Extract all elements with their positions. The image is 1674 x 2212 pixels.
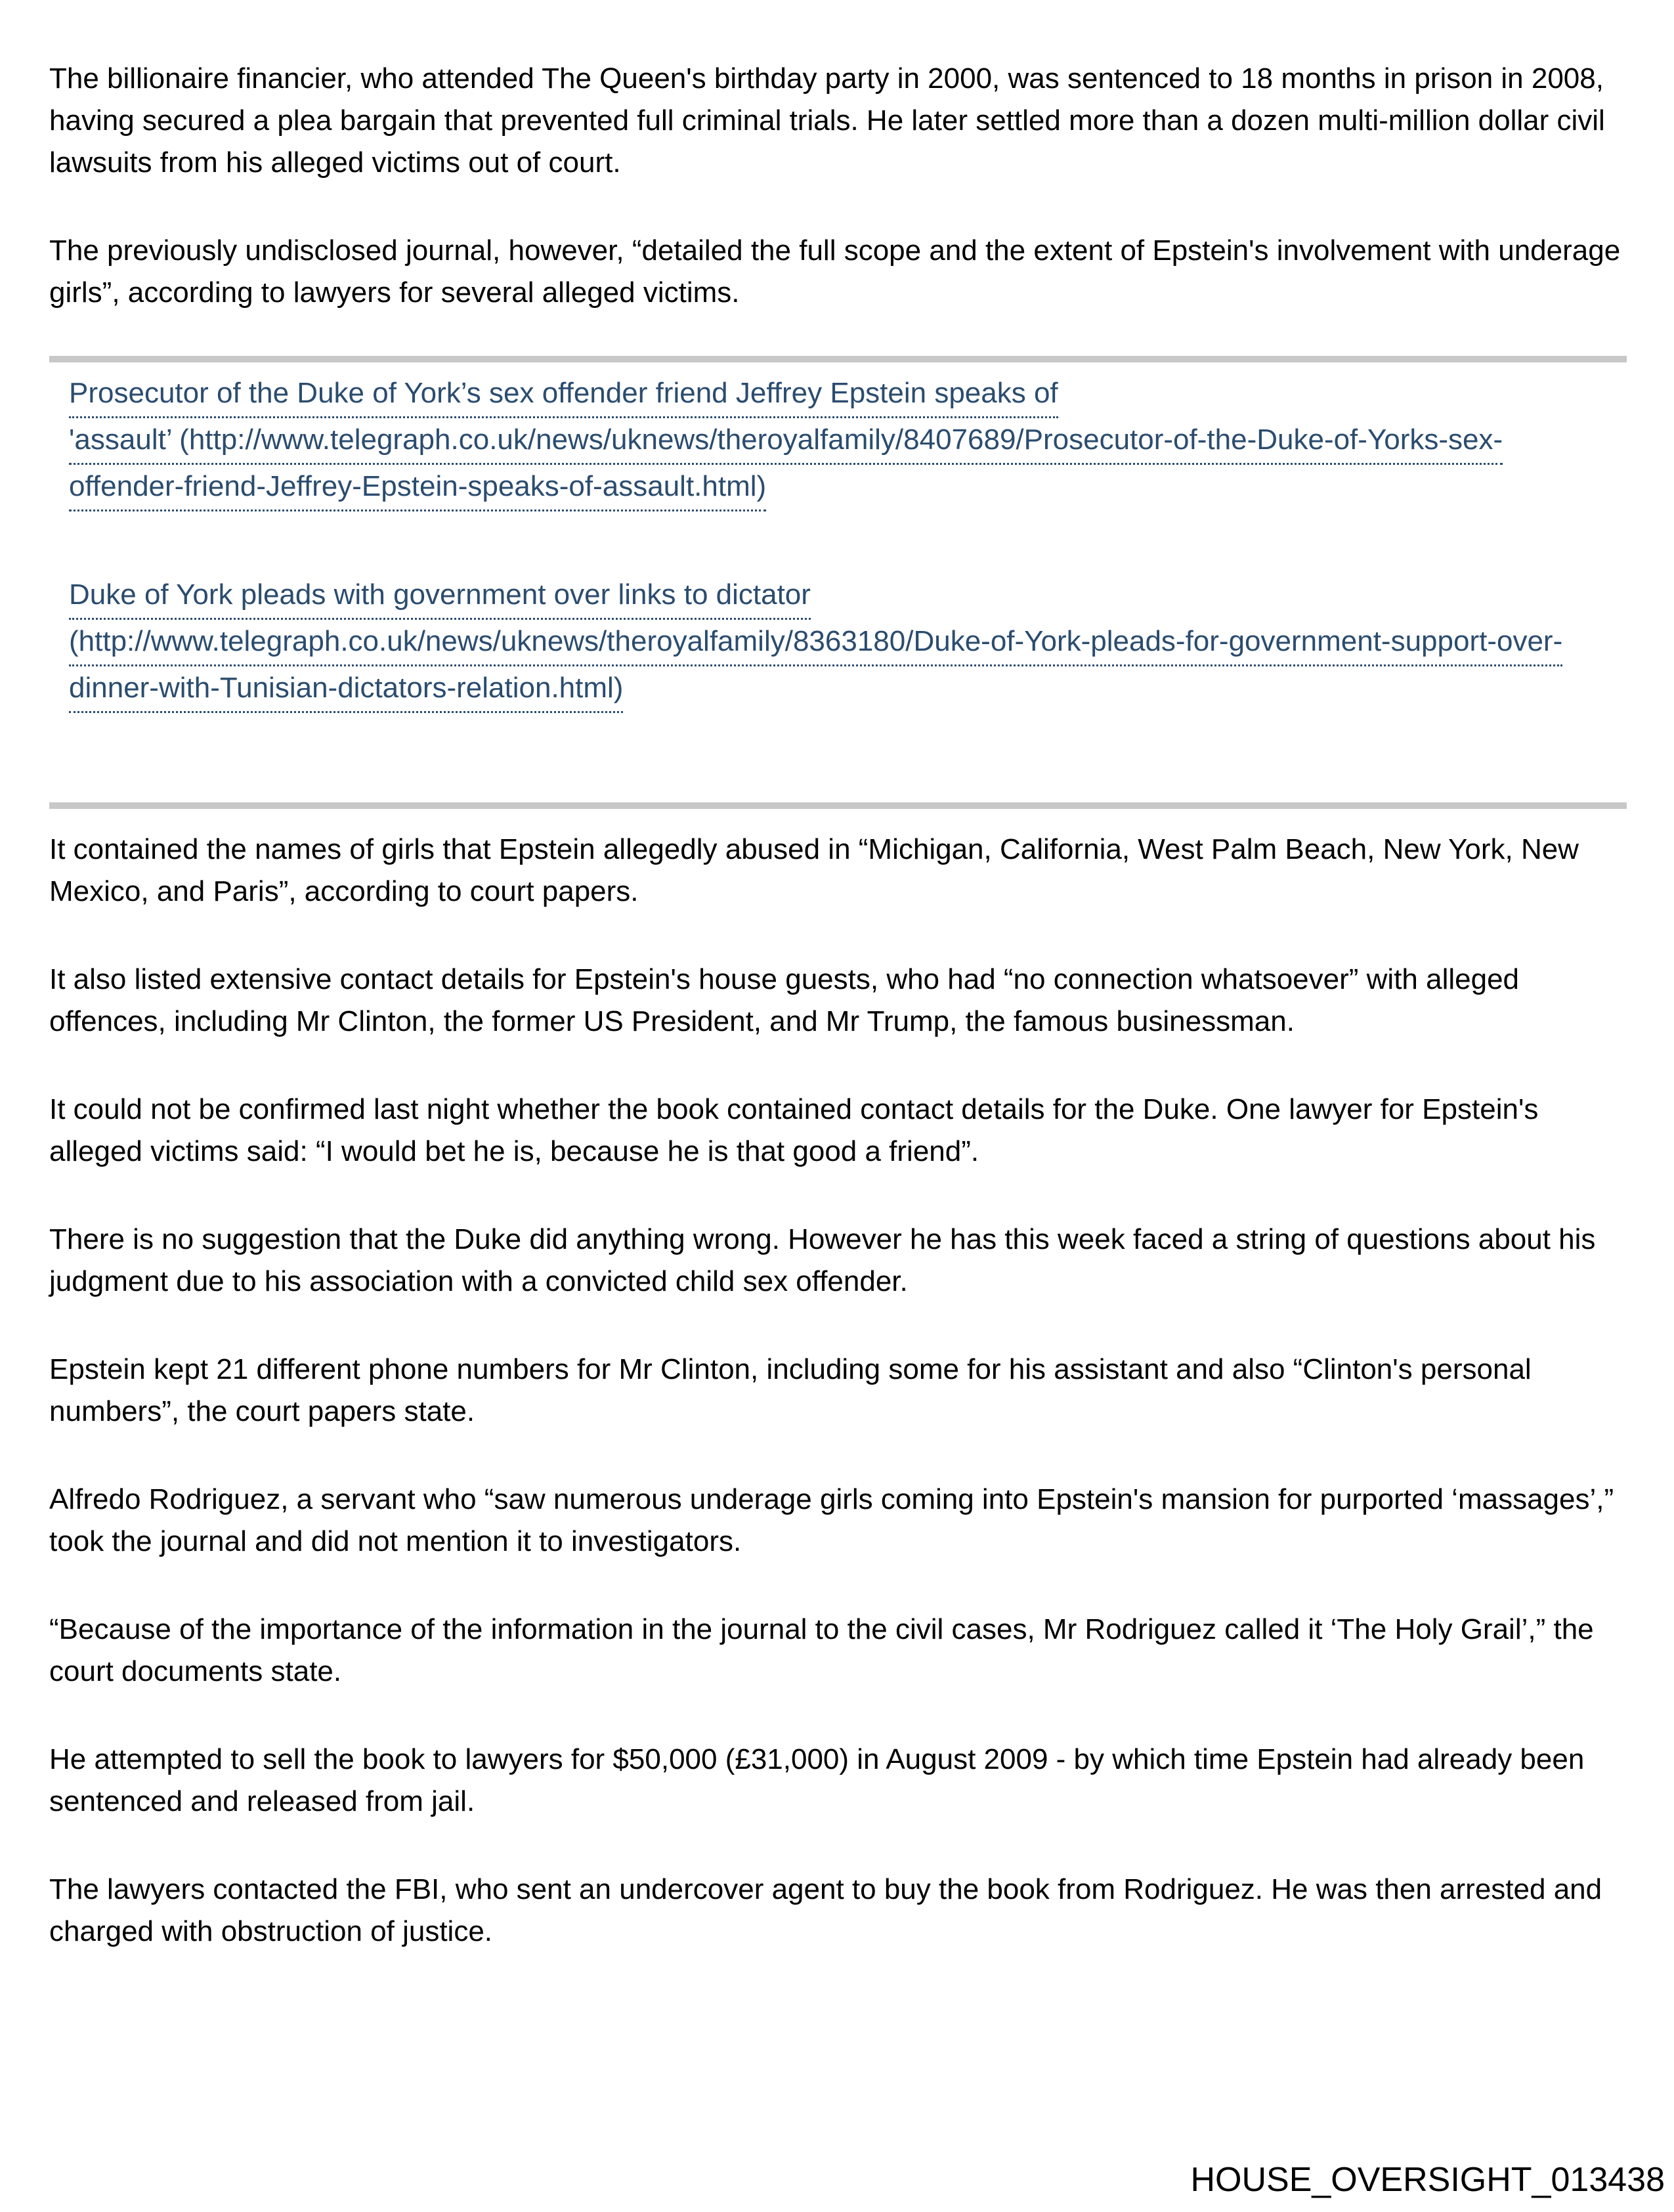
related-link-line[interactable]: Duke of York pleads with government over links to dictator: [69, 575, 811, 620]
article-paragraph: The lawyers contacted the FBI, who sent an undercover agent to buy the book from Rodriguez. He was then arrested and charged with obstruction of justice.: [49, 1873, 1602, 1947]
article-paragraph: Alfredo Rodriguez, a servant who “saw numerous underage girls coming into Epstein's mansion for purported ‘massages’,” took the journal and did not mention it to investigators.: [49, 1483, 1614, 1557]
article-paragraph: Epstein kept 21 different phone numbers for Mr Clinton, including some for his assistant and also “Clinton's personal numbers”, the court papers state.: [49, 1353, 1532, 1427]
article-paragraph: The previously undisclosed journal, however, “detailed the full scope and the extent of Epstein's involvement with underage girls”, according to lawyers for several alleged victims.: [49, 234, 1621, 309]
section-divider-bottom: [49, 802, 1627, 809]
article-body-top: [49, 58, 1627, 314]
related-link-line[interactable]: Prosecutor of the Duke of York’s sex offender friend Jeffrey Epstein speaks of: [69, 373, 1058, 418]
article-paragraph: “Because of the importance of the information in the journal to the civil cases, Mr Rodriguez called it ‘The Holy Grail’,” the court documents state.: [49, 1613, 1594, 1687]
article-paragraph: It could not be confirmed last night whether the book contained contact details for the Duke. One lawyer for Epstein's alleged victims said: “I would bet he is, because he is that good a friend”.: [49, 1093, 1539, 1167]
article-paragraph: It contained the names of girls that Epstein allegedly abused in “Michigan, California, West Palm Beach, New York, New Mexico, and Paris”, according to court papers.: [49, 833, 1579, 907]
related-links-block: [69, 373, 1627, 713]
article-paragraph: The billionaire financier, who attended The Queen's birthday party in 2000, was sentenced to 18 months in prison in 2008, having secured a plea bargain that prevented full criminal trials. He later settled more than a dozen multi-million dollar civil lawsuits from his alleged victims out of court.: [49, 62, 1605, 179]
related-link-line[interactable]: (http://www.telegraph.co.uk/news/uknews/theroyalfamily/8363180/Duke-of-York-pleads-for-government-support-over-: [69, 621, 1562, 666]
related-link-line[interactable]: offender-friend-Jeffrey-Epstein-speaks-of-assault.html): [69, 466, 766, 511]
article-paragraph: It also listed extensive contact details for Epstein's house guests, who had “no connection whatsoever” with alleged offences, including Mr Clinton, the former US President, and Mr Trump, the famous businessman.: [49, 963, 1520, 1037]
bates-number: HOUSE_OVERSIGHT_013438: [1190, 2161, 1665, 2199]
article-paragraph: There is no suggestion that the Duke did anything wrong. However he has this week faced a string of questions about his judgment due to his association with a convicted child sex offender.: [49, 1223, 1596, 1297]
related-link[interactable]: [69, 373, 1627, 511]
section-divider-top: [49, 356, 1627, 362]
related-link-line[interactable]: 'assault’ (http://www.telegraph.co.uk/news/uknews/theroyalfamily/8407689/Prosecutor-of-the-Duke-of-Yorks-sex-: [69, 420, 1503, 465]
related-link-line[interactable]: dinner-with-Tunisian-dictators-relation.html): [69, 668, 623, 713]
article-body-bottom: [49, 829, 1627, 1953]
related-link[interactable]: [69, 575, 1627, 713]
article-paragraph: He attempted to sell the book to lawyers for $50,000 (£31,000) in August 2009 - by which time Epstein had already been sentenced and released from jail.: [49, 1743, 1585, 1817]
